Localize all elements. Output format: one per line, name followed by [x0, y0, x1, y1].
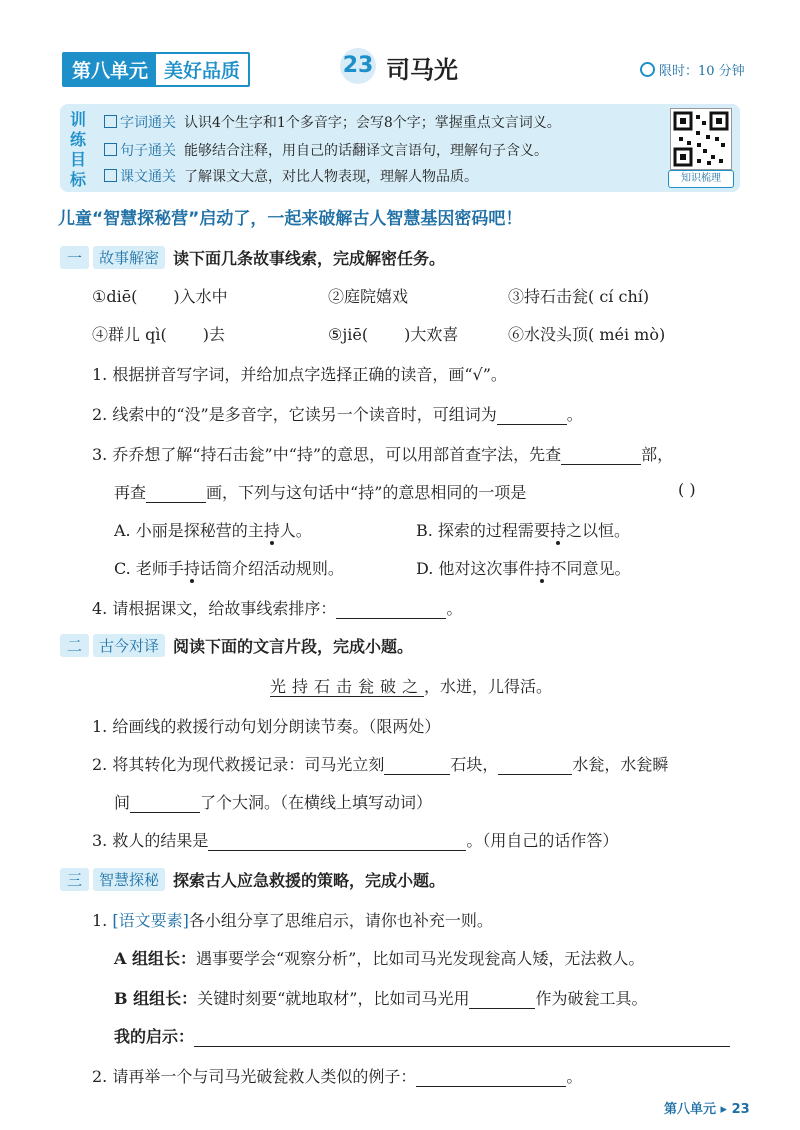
- answer-blank[interactable]: [146, 486, 206, 503]
- question-2: [92, 752, 668, 775]
- answer-blank[interactable]: [336, 602, 446, 619]
- answer-blank[interactable]: [561, 448, 641, 465]
- goal-row: [104, 140, 548, 160]
- underlined-sentence: 光持石击瓮破之: [270, 677, 425, 696]
- goal-row: [104, 112, 561, 132]
- option-a[interactable]: [114, 518, 312, 541]
- answer-blank[interactable]: [497, 408, 567, 425]
- dotted-char: 持: [534, 559, 551, 578]
- answer-blank[interactable]: [498, 758, 572, 775]
- dotted-char: 持: [183, 559, 200, 578]
- time-limit: [640, 60, 745, 79]
- question-text: 2. 将其转化为现代救援记录：司马光立刻: [92, 755, 385, 774]
- option-text: 人。: [279, 521, 312, 540]
- clue-item: [328, 322, 458, 345]
- question-2: [92, 402, 583, 425]
- clue-item: [92, 284, 228, 307]
- goal-tag: 课文通关: [104, 169, 176, 185]
- option-text: B. 探索的过程需要: [416, 521, 550, 540]
- goal-text: 能够结合注释，用自己的话翻译文言语句，理解句子含义。: [184, 143, 548, 159]
- section-tag: 古今对译: [93, 634, 165, 657]
- clue-text: ③持石击瓮( cí chí): [508, 287, 650, 306]
- question-text: 。: [566, 1067, 583, 1086]
- section-number: 二: [60, 634, 89, 657]
- question-3-cont: [114, 480, 526, 503]
- section-header: [60, 246, 445, 269]
- question-text: 3. 乔乔想了解“持石击瓮”中“持”的意思，可以用部首查字法，先查: [92, 445, 562, 464]
- option-text: D. 他对这次事件: [416, 559, 535, 578]
- option-text: 之以恒。: [565, 521, 630, 540]
- group-text: 关键时刻要“就地取材”，比如司马光用: [197, 989, 470, 1008]
- clue-text: )入水中: [173, 287, 228, 306]
- answer-paren[interactable]: ( ): [678, 480, 696, 499]
- page-footer: 第八单元 ▸ 23: [664, 1102, 750, 1117]
- group-label: B 组组长：: [114, 989, 198, 1008]
- section-tag: 智慧探秘: [93, 868, 165, 891]
- option-text: A. 小丽是探秘营的主: [114, 521, 264, 540]
- question-text: 2. 请再举一个与司马光破瓮救人类似的例子：: [92, 1067, 417, 1086]
- dotted-char: 持: [549, 521, 566, 540]
- goal-tag: 句子通关: [104, 143, 176, 159]
- clue-text: ①diē(: [92, 287, 138, 306]
- question-text: 2. 线索中的“没”是多音字，它读另一个读音时，可组词为: [92, 405, 497, 424]
- clock-icon: [640, 62, 655, 77]
- question-text: 水瓮，水瓮瞬: [572, 755, 669, 774]
- answer-blank[interactable]: [208, 834, 466, 851]
- classical-passage: [270, 674, 552, 697]
- answer-blank[interactable]: [130, 796, 200, 813]
- question-text: 再查: [114, 483, 147, 502]
- question-text: 石块，: [450, 755, 499, 774]
- goal-row: [104, 166, 478, 186]
- question-text: 1.: [92, 911, 113, 930]
- goal-text: 认识4个生字和1个多音字；会写8个字；掌握重点文言词义。: [184, 115, 561, 131]
- unit-badge: [62, 52, 250, 87]
- section-tag: 故事解密: [93, 246, 165, 269]
- question-text: 。: [566, 405, 583, 424]
- lesson-number: 23: [340, 48, 376, 84]
- question-text: 了个大洞。（在横线上填写动词）: [200, 793, 433, 812]
- question-text: 。（用自己的话作答）: [466, 831, 619, 850]
- clue-item: [328, 284, 408, 307]
- question-1: 1. 根据拼音写字词，并给加点字选择正确的读音，画“√”。: [92, 365, 507, 384]
- option-text: 不同意见。: [550, 559, 631, 578]
- question-3: [92, 442, 673, 465]
- goal-tag: 字词通关: [104, 115, 176, 131]
- group-label: A 组组长：: [114, 949, 196, 968]
- clue-text: ⑤jiē(: [328, 325, 369, 344]
- group-text: 遇事要学会“观察分析”，比如司马光发现瓮高人矮，无法救人。: [196, 949, 645, 968]
- question-4: [92, 596, 462, 619]
- group-a-note: [114, 946, 644, 969]
- question-1: [92, 908, 493, 931]
- question-text: 间: [114, 793, 131, 812]
- question-2-cont: [114, 790, 432, 813]
- section-title: 读下面几条故事线索，完成解密任务。: [173, 249, 446, 268]
- section-title: 探索古人应急救援的策略，完成小题。: [173, 871, 446, 890]
- qr-code-icon[interactable]: [670, 108, 732, 170]
- question-text: 3. 救人的结果是: [92, 831, 209, 850]
- clue-item: [508, 284, 649, 307]
- clue-text: ④群儿 qì(: [92, 325, 167, 344]
- unit-label: 第八单元: [64, 54, 156, 85]
- option-b[interactable]: [416, 518, 630, 541]
- clue-text: ⑥水没头顶( méi mò): [508, 325, 666, 344]
- section-number: 一: [60, 246, 89, 269]
- qr-label: 知识梳理: [668, 170, 734, 188]
- insight-label: 我的启示：: [114, 1027, 195, 1046]
- clue-text: )大欢喜: [404, 325, 459, 344]
- clue-item: [92, 322, 225, 345]
- goal-text: 了解课文大意，对比人物表现，理解人物品质。: [184, 169, 478, 185]
- intro-text: 儿童“智慧探秘营”启动了，一起来破解古人智慧基因密码吧！: [58, 209, 523, 229]
- question-text: 。: [446, 599, 463, 618]
- option-text: 话筒介绍活动规则。: [199, 559, 344, 578]
- time-limit-text: 限时：10 分钟: [659, 64, 745, 79]
- lesson-title: 司马光: [386, 56, 458, 84]
- my-insight: [114, 1024, 730, 1047]
- clue-item: [508, 322, 665, 345]
- question-1: 1. 给画线的救援行动句划分朗读节奏。（限两处）: [92, 717, 441, 736]
- answer-blank[interactable]: [469, 992, 535, 1009]
- question-3: [92, 828, 618, 851]
- question-text: 部，: [641, 445, 674, 464]
- section-header: [60, 868, 445, 891]
- language-element-tag: [语文要素]: [112, 911, 189, 930]
- answer-blank[interactable]: [416, 1070, 566, 1087]
- section-number: 三: [60, 868, 89, 891]
- section-title: 阅读下面的文言片段，完成小题。: [173, 637, 414, 656]
- answer-blank[interactable]: [384, 758, 450, 775]
- option-d[interactable]: [416, 556, 630, 579]
- clue-text: ②庭院嬉戏: [328, 287, 409, 306]
- option-c[interactable]: [114, 556, 344, 579]
- group-b-note: [114, 986, 648, 1009]
- dotted-char: 持: [263, 521, 280, 540]
- question-text: 画，下列与这句话中“持”的意思相同的一项是: [206, 483, 527, 502]
- section-header: [60, 634, 413, 657]
- clue-text: )去: [202, 325, 225, 344]
- option-text: C. 老师手: [114, 559, 184, 578]
- goals-label: 训练目标: [70, 110, 87, 189]
- group-text: 作为破瓮工具。: [535, 989, 648, 1008]
- passage-text: ，水迸，儿得活。: [424, 677, 553, 696]
- question-text: 各小组分享了思维启示，请你也补充一则。: [188, 911, 493, 930]
- unit-theme: 美好品质: [156, 54, 248, 85]
- question-2: [92, 1064, 582, 1087]
- question-text: 4. 请根据课文，给故事线索排序：: [92, 599, 337, 618]
- answer-blank[interactable]: [194, 1030, 730, 1047]
